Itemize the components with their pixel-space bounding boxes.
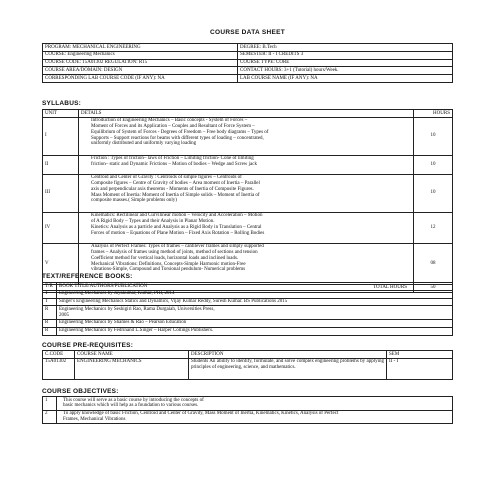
objectives-heading: COURSE OBJECTIVES: (42, 388, 119, 395)
prerequisites-header-sem: SEM (387, 351, 453, 359)
syllabus-hours: 08 (414, 243, 453, 284)
objective-row (43, 397, 453, 411)
text-reference-row (43, 319, 453, 327)
text-reference-type: R (43, 327, 57, 335)
prerequisites-header-code: C.CODE (43, 351, 75, 359)
text-reference-line: Singer's Engineering Mechanics Statics and Dynamics, Vijay Kumar Reddy, Suresh Kumar. BS Publications 2015 (59, 299, 288, 305)
course-info-cell: COURSE AREA/DOMAIN: DESIGN (43, 67, 238, 75)
objective-row (43, 410, 453, 424)
syllabus-hours: 10 (414, 155, 453, 174)
text-reference-row (43, 290, 453, 298)
syllabus-header-unit: UNIT (43, 110, 79, 118)
objective-line: basic mechanics which will help as a foundation to various courses. (63, 403, 199, 409)
text-reference-title (57, 290, 453, 298)
syllabus-detail-line: frames – Analysis of frames using method of joints, method of sections and tension (91, 250, 258, 256)
syllabus-hours: 12 (414, 212, 453, 243)
text-reference-title (57, 319, 453, 327)
syllabus-hours: 10 (414, 174, 453, 212)
syllabus-header-row (43, 110, 453, 118)
text-reference-type: T (43, 290, 57, 298)
text-reference-row (43, 298, 453, 306)
syllabus-detail-line: friction– static and Dynamic Frictions – Motion of bodies – Wedge and Screw jack (91, 162, 257, 168)
syllabus-total-label: TOTAL HOURS (43, 284, 414, 292)
syllabus-details (79, 174, 414, 212)
syllabus-detail-line: Supports – Support reactions for beams with different types of loading – concentrated, (91, 135, 264, 141)
course-info-cell: LAB COURSE NAME (IF ANY): NA (238, 75, 453, 83)
syllabus-details (79, 117, 414, 155)
text-reference-title (57, 327, 453, 335)
prerequisites-header-description: DESCRIPTION (189, 351, 387, 359)
course-info-cell: SEMESTER: II - I CREDITS 3 (238, 51, 453, 59)
text-reference-line: Engineering Mechanics by Jayakumar, Kumar, PHI, 2014 (59, 291, 175, 297)
course-info-row (43, 59, 453, 67)
objective-line: This course will serve as a basic course by introducing the concepts of (63, 397, 204, 403)
course-info-cell: CONTACT HOURS: 3+1 (Tutorial) hours/Week. (238, 67, 453, 75)
prerequisites-header-row (43, 351, 453, 359)
text-reference-line: Engineering Mechanics by Fedrinand L.Singer – Harper Collings Publishers. (59, 328, 214, 334)
syllabus-detail-line: Mass Moment of Inertia: Moment of Inertia of Simple solids – Moment of Inertia of (91, 192, 260, 198)
text-reference-line: Engineering Mechanics by Seshigiri Rao, Rama Durgaiah, Universities Press, (59, 306, 215, 312)
syllabus-detail-line: Forces of motion – Equations of Plane Motion – Fixed Axis Rotation – Rolling Bodies (91, 230, 265, 236)
prerequisites-code: 15A01302 (43, 358, 75, 379)
syllabus-header-details: DETAILS (79, 110, 414, 118)
syllabus-details (79, 155, 414, 174)
syllabus-detail-line: Moment of Forces and its Application – Couples and Resultant of Force System – (91, 124, 255, 130)
text-reference-row (43, 306, 453, 320)
text-reference-type: T (43, 298, 57, 306)
course-info-row (43, 67, 453, 75)
course-info-table (42, 43, 453, 83)
prerequisites-row (43, 358, 453, 379)
course-info-cell: CORRESPONDING LAB COURSE CODE (IF ANY): NA (43, 75, 238, 83)
syllabus-unit: IV (43, 212, 79, 243)
syllabus-detail-line: of A Rigid Body – Types and their Analysis in Planar Motion. (91, 219, 215, 225)
syllabus-unit: II (43, 155, 79, 174)
syllabus-row (43, 212, 453, 243)
course-info-row (43, 51, 453, 59)
syllabus-detail-line: Centroid and Center of Gravity : Centroids of simple figures – Centroids of (91, 175, 242, 181)
syllabus-hours: 10 (414, 117, 453, 155)
syllabus-detail-line: axis and perpendicular axis theorems - Moments of Inertia of Composite Figures. (91, 186, 254, 192)
syllabus-detail-line: uniformly distributed and uniformly varying loading (91, 141, 197, 147)
syllabus-detail-line: Mechanical Vibrations: Definitions, Concepts-Simple Harmonic motion-Free (91, 261, 246, 267)
prerequisites-table (42, 350, 453, 380)
syllabus-detail-line: vibrations-Simple, Compound and Torsional pendulum- Numerical problems (91, 267, 246, 273)
course-info-cell: PROGRAM: MECHANICAL ENGINEERING (43, 44, 238, 52)
syllabus-unit: III (43, 174, 79, 212)
syllabus-heading: SYLLABUS: (42, 100, 81, 107)
course-info-cell: COURSE: Engineering Mechanics (43, 51, 238, 59)
text-reference-type: R (43, 306, 57, 320)
syllabus-total-hours: 50 (414, 284, 453, 292)
prerequisites-name: ENGINEERING MECHANICS (75, 358, 189, 379)
syllabus-detail-line: Friction : Types of friction– laws of Friction – Limiting friction- Cone of limiting (91, 156, 254, 162)
objectives-table (42, 396, 453, 424)
syllabus-header-hours: HOURS (414, 110, 453, 118)
syllabus-unit: I (43, 117, 79, 155)
course-info-cell: COURSE TYPE: CORE (238, 59, 453, 67)
syllabus-detail-line: Kinematics: Rectilinear and Curvilinear motion – Velocity and Acceleration – Motion (91, 213, 263, 219)
text-reference-header-row (43, 283, 453, 291)
text-reference-line: Engineering Mechanics by Shames & Rao – Pearson Education (59, 320, 187, 326)
syllabus-detail-line: Introduction of Engineering Mechanics – Basic concepts - System of Forces – (91, 118, 248, 124)
objective-number: 1 (43, 397, 57, 411)
text-reference-type: R (43, 319, 57, 327)
text-reference-header-title: BOOK TITLE/AUTHORS/PUBLICATION (57, 283, 453, 291)
syllabus-detail-line: composite masses.( Simple problems only) (91, 198, 177, 204)
text-reference-header-tr: T/R (43, 283, 57, 291)
syllabus-row (43, 174, 453, 212)
objective-line: To apply knowledge of basic Friction, Centroid and Center of Gravity, Mass Moment of Inertia, Kinematics, Kinetics, Analysis of Perfect (63, 411, 339, 417)
prerequisites-heading: COURSE PRE-REQUISITES: (42, 342, 134, 349)
text-reference-table (42, 282, 453, 336)
course-info-cell: DEGREE: B.Tech (238, 44, 453, 52)
text-reference-title (57, 306, 453, 320)
text-reference-line: 2005 (59, 312, 69, 318)
syllabus-table (42, 109, 453, 293)
prerequisites-sem: II - I (387, 358, 453, 379)
text-reference-heading: TEXT/REFERENCE BOOKS: (42, 273, 133, 280)
prerequisites-header-name: COURSE NAME (75, 351, 189, 359)
syllabus-detail-line: Composite figures – Centre of Gravity of bodies – Area moment of Inertia – Parallel (91, 181, 260, 187)
syllabus-row (43, 155, 453, 174)
syllabus-detail-line: Equilibrium of System of Forces - Degrees of Freedom – Free body diagrams – Types of (91, 129, 269, 135)
objective-text (57, 410, 453, 424)
syllabus-detail-line: Kinetics: Analysis as a particle and Analysis as a Rigid Body in Translation – Central (91, 224, 262, 230)
text-reference-title (57, 298, 453, 306)
objective-number: 2 (43, 410, 57, 424)
page-title: COURSE DATA SHEET (209, 29, 286, 36)
prerequisites-description: Students An ability to identify, formulate, and solve complex engineering problems by applying principles of engineering, science, and mathematics. (189, 358, 387, 379)
objective-line: Frames, Mechanical Vibrations (63, 416, 126, 422)
syllabus-row (43, 117, 453, 155)
course-info-row (43, 75, 453, 83)
objective-text (57, 397, 453, 411)
syllabus-unit: V (43, 243, 79, 284)
syllabus-detail-line: Coefficient method for vertical loads, horizontal loads and inclined loads. (91, 255, 239, 261)
course-info-row (43, 44, 453, 52)
course-info-cell: COURSE CODE: 15A01302 REGULATION: R15 (43, 59, 238, 67)
syllabus-details (79, 212, 414, 243)
syllabus-detail-line: Analysis of Perfect Frames: Types of frames – cantilever frames and simply supported (91, 244, 264, 250)
text-reference-row (43, 327, 453, 335)
